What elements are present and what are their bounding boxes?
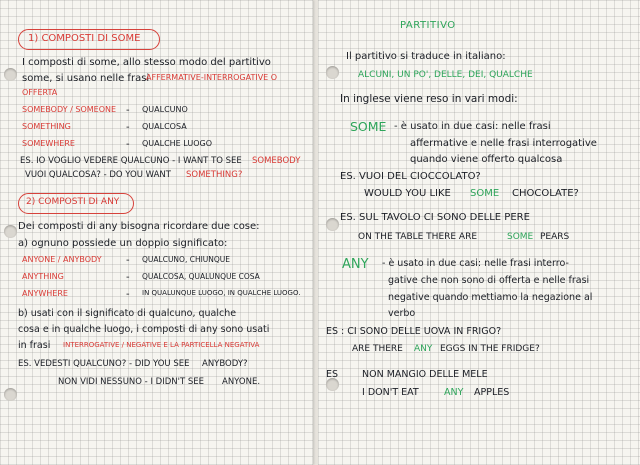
section1-example2: VUOI QUALCOSA? - DO YOU WANT	[25, 170, 171, 180]
section2-row1-word: ANYONE / ANYBODY	[22, 255, 102, 264]
section1-intro-red1: AFFERMATIVE-INTERROGATIVE O	[146, 73, 278, 82]
section1-row1-word: SOMEBODY / SOMEONE	[22, 105, 117, 114]
punch-hole	[4, 68, 17, 81]
any-desc-line2: gative che non sono di offerta e nelle frasi	[388, 275, 590, 286]
section2-point-b-line3: in frasi	[18, 340, 51, 351]
section1-intro-red2: OFFERTA	[22, 88, 58, 97]
section1-row3-meaning: QUALCHE LUOGO	[142, 139, 212, 148]
some-example2-keyword: SOME	[470, 188, 500, 199]
any-example4-end: APPLES	[474, 387, 510, 398]
punch-hole	[4, 388, 17, 401]
section1-example1: ES. IO VOGLIO VEDERE QUALCUNO - I WANT TO SEE	[20, 156, 242, 166]
any-desc-line3: negative quando mettiamo la negazione al	[388, 292, 593, 303]
any-example1: ES : CI SONO DELLE UOVA IN FRIGO?	[326, 326, 502, 337]
page-title: PARTITIVO	[400, 20, 456, 31]
section2-intro: Dei composti di any bisogna ricordare due cose:	[18, 221, 260, 232]
section2-row3-dash: -	[126, 289, 130, 300]
some-example2-end: CHOCOLATE?	[512, 188, 579, 199]
section2-example1-keyword: ANYBODY?	[202, 359, 248, 369]
section1-title: 1) COMPOSTI DI SOME	[28, 33, 141, 44]
any-desc-line1: - è usato in due casi: nelle frasi interro-	[382, 258, 569, 269]
left-notebook-page	[0, 0, 313, 465]
some-desc-line2: affermative e nelle frasi interrogative	[410, 138, 597, 149]
any-example4-keyword: ANY	[444, 387, 464, 398]
some-example2: WOULD YOU LIKE	[364, 188, 451, 199]
some-desc-line3: quando viene offerto qualcosa	[410, 154, 563, 165]
any-example2-end: EGGS IN THE FRIDGE?	[440, 344, 540, 354]
some-desc-line1: - è usato in due casi: nelle frasi	[394, 121, 551, 132]
any-example4: I DON'T EAT	[362, 387, 419, 398]
any-desc-line4: verbo	[388, 308, 416, 319]
section1-intro-line2: some, si usano nelle frasi	[22, 73, 150, 84]
partitivo-line2: In inglese viene reso in vari modi:	[340, 93, 518, 105]
section2-row2-meaning: QUALCOSA, QUALUNQUE COSA	[142, 272, 260, 281]
section2-point-b-line2: cosa e in qualche luogo, i composti di any sono usati	[18, 324, 270, 335]
section2-point-b-line1: b) usati con il significato di qualcuno, qualche	[18, 308, 237, 319]
translations-line: ALCUNI, UN PO', DELLE, DEI, QUALCHE	[358, 70, 533, 80]
any-example3: NON MANGIO DELLE MELE	[362, 369, 488, 380]
section2-example2: NON VIDI NESSUNO - I DIDN'T SEE	[58, 377, 204, 387]
punch-hole	[326, 218, 339, 231]
section1-row3-dash: -	[126, 139, 130, 150]
punch-hole	[4, 225, 17, 238]
partitivo-line1: Il partitivo si traduce in italiano:	[346, 51, 506, 62]
section1-row1-meaning: QUALCUNO	[142, 105, 188, 114]
some-example3: ES. SUL TAVOLO CI SONO DELLE PERE	[340, 212, 530, 223]
section2-row2-word: ANYTHING	[22, 272, 64, 281]
section2-title: 2) COMPOSTI DI ANY	[26, 197, 120, 207]
section2-example1: ES. VEDESTI QUALCUNO? - DID YOU SEE	[18, 359, 190, 369]
section1-example1-keyword: SOMEBODY	[252, 156, 301, 166]
any-keyword: ANY	[342, 257, 369, 272]
section2-row3-meaning: IN QUALUNQUE LUOGO, IN QUALCHE LUOGO.	[142, 289, 301, 297]
some-example4: ON THE TABLE THERE ARE	[358, 232, 478, 242]
some-example1: ES. VUOI DEL CIOCCOLATO?	[340, 171, 481, 182]
section2-row2-dash: -	[126, 272, 130, 283]
section1-row2-meaning: QUALCOSA	[142, 122, 187, 131]
any-example3-label: ES	[326, 369, 339, 380]
section2-row3-word: ANYWHERE	[22, 289, 68, 298]
section1-example2-keyword: SOMETHING?	[186, 170, 243, 180]
section1-row2-word: SOMETHING	[22, 122, 71, 131]
section1-row2-dash: -	[126, 122, 130, 133]
any-example2-keyword: ANY	[414, 344, 433, 354]
section2-row1-meaning: QUALCUNO, CHIUNQUE	[142, 255, 231, 264]
section1-intro-line1: I composti di some, allo stesso modo del partitivo	[22, 57, 271, 68]
section2-row1-dash: -	[126, 255, 130, 266]
some-example4-keyword: SOME	[507, 232, 534, 242]
right-notebook-page	[318, 0, 640, 465]
section2-point-b-red: INTERROGATIVE / NEGATIVE E LA PARTICELLA NEGATIVA	[63, 341, 260, 349]
any-example2: ARE THERE	[352, 344, 403, 354]
section2-point-a: a) ognuno possiede un doppio significato:	[18, 238, 228, 249]
section1-row1-dash: -	[126, 105, 130, 116]
some-keyword: SOME	[350, 119, 387, 134]
punch-hole	[326, 66, 339, 79]
some-example4-end: PEARS	[540, 232, 570, 242]
section2-example2-keyword: ANYONE.	[222, 377, 261, 387]
section1-row3-word: SOMEWHERE	[22, 139, 75, 148]
